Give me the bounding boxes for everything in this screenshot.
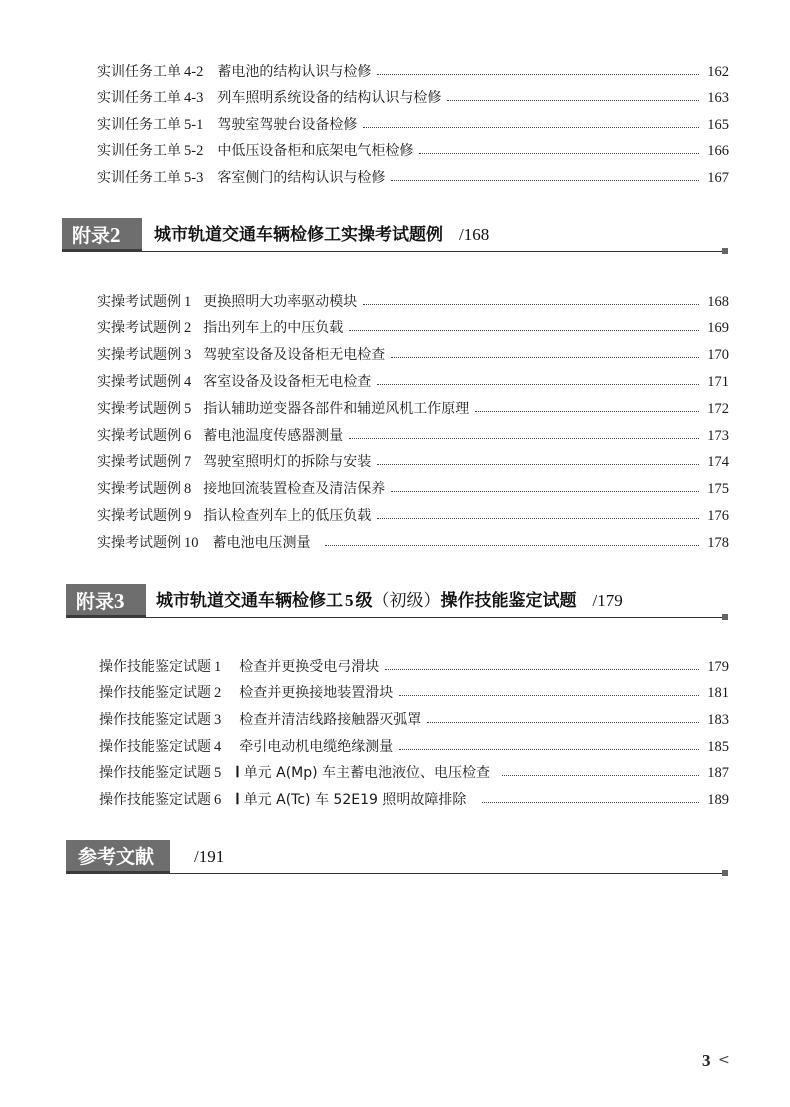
entry-label: 实操考试题例	[97, 508, 181, 524]
entry-title: 驾驶室照明灯的拆除与安装	[203, 454, 372, 470]
entry-label: 操作技能鉴定试题	[99, 765, 211, 781]
appendix-tag: 附录3	[66, 584, 146, 618]
entry-title: 客室设备及设备柜无电检查	[203, 374, 372, 390]
entry-title: 蓄电池温度传感器测量	[203, 428, 344, 444]
entry-title: 单元 A(Mp) 车主蓄电池液位、电压检查	[243, 765, 491, 781]
entry-title: 驾驶室驾驶台设备检修	[217, 117, 358, 133]
entry-page: 176	[707, 508, 729, 524]
entry-title: 单元 A(Tc) 车 52E19 照明故障排除	[243, 792, 467, 808]
entry-label: 实操考试题例	[97, 320, 181, 336]
unit-roman: Ⅰ	[235, 792, 240, 808]
toc-entry[interactable]	[99, 683, 729, 703]
entry-number: 5	[214, 765, 222, 781]
entry-page: 183	[707, 712, 729, 728]
entry-number: 2	[184, 320, 192, 336]
entry-title: 指认检查列车上的低压负载	[203, 508, 372, 524]
toc-entry[interactable]	[97, 345, 729, 365]
entry-title: 蓄电池的结构认识与检修	[217, 64, 372, 80]
entry-number: 1	[184, 294, 192, 310]
appendix-tag: 附录2	[62, 218, 142, 252]
dot-leader	[349, 438, 699, 439]
entry-page: 178	[707, 535, 729, 551]
section-title: 城市轨道交通车辆检修工 5 级（初级）操作技能鉴定试题 /179	[156, 591, 623, 611]
dot-leader	[377, 384, 699, 385]
dot-leader	[427, 722, 699, 723]
unit-roman: Ⅰ	[235, 765, 240, 781]
entry-title: 牵引电动机电缆绝缘测量	[239, 739, 394, 755]
dot-leader	[325, 545, 700, 546]
toc-entry[interactable]	[97, 372, 729, 392]
entry-page: 165	[707, 117, 729, 133]
toc-entry[interactable]	[97, 292, 729, 312]
entry-number: 3	[184, 347, 192, 363]
arrow-left-icon: <	[718, 1052, 730, 1068]
entry-label: 实操考试题例	[97, 294, 181, 310]
entry-title: 驾驶室设备及设备柜无电检查	[203, 347, 386, 363]
dot-leader	[363, 127, 699, 128]
entry-page: 173	[707, 428, 729, 444]
entry-page: 185	[707, 739, 729, 755]
entry-number: 4-3	[184, 90, 204, 106]
entry-number: 7	[184, 454, 192, 470]
section-page: /179	[592, 591, 623, 610]
entry-label: 操作技能鉴定试题	[99, 792, 211, 808]
dot-leader	[399, 749, 699, 750]
section-title: 城市轨道交通车辆检修工实操考试题例 /168	[154, 225, 490, 245]
section-rule	[66, 617, 728, 618]
toc-entry[interactable]	[97, 533, 729, 553]
entry-title: 更换照明大功率驱动模块	[203, 294, 358, 310]
toc-entry[interactable]	[99, 763, 729, 783]
entry-label: 实训任务工单	[97, 90, 181, 106]
toc-entry[interactable]	[97, 479, 729, 499]
entry-label: 操作技能鉴定试题	[99, 659, 211, 675]
dot-leader	[391, 491, 699, 492]
toc-entry[interactable]	[97, 62, 729, 82]
entry-page: 172	[707, 401, 729, 417]
references-header[interactable]	[66, 840, 728, 874]
toc-entry[interactable]	[99, 737, 729, 757]
toc-entry[interactable]	[97, 88, 729, 108]
entry-page: 170	[707, 347, 729, 363]
toc-entry[interactable]	[99, 790, 729, 810]
entry-title: 接地回流装置检查及清洁保养	[203, 481, 386, 497]
dot-leader	[447, 100, 699, 101]
entry-page: 162	[707, 64, 729, 80]
dot-leader	[399, 695, 699, 696]
entry-label: 实训任务工单	[97, 170, 181, 186]
entry-title: 指认辅助逆变器各部件和辅逆风机工作原理	[203, 401, 470, 417]
entry-page: 187	[707, 765, 729, 781]
entry-label: 操作技能鉴定试题	[99, 685, 211, 701]
entry-number: 1	[214, 659, 222, 675]
entry-number: 6	[214, 792, 222, 808]
entry-label: 实操考试题例	[97, 401, 181, 417]
entry-page: 168	[707, 294, 729, 310]
section-page: /168	[459, 225, 490, 244]
entry-label: 操作技能鉴定试题	[99, 712, 211, 728]
toc-entry[interactable]	[97, 141, 729, 161]
toc-entry[interactable]	[97, 452, 729, 472]
entry-label: 实训任务工单	[97, 117, 181, 133]
entry-label: 实操考试题例	[97, 535, 181, 551]
end-marker	[722, 614, 728, 620]
toc-entry[interactable]	[97, 506, 729, 526]
entry-page: 174	[707, 454, 729, 470]
toc-entry[interactable]	[97, 426, 729, 446]
toc-entry[interactable]	[97, 168, 729, 188]
entry-title: 检查并更换受电弓滑块	[239, 659, 380, 675]
references-tag: 参考文献	[66, 840, 170, 874]
section-title	[194, 842, 224, 872]
toc-entry[interactable]	[99, 657, 729, 677]
entry-page: 189	[707, 792, 729, 808]
entry-number: 4	[214, 739, 222, 755]
entry-label: 实训任务工单	[97, 143, 181, 159]
entry-page: 181	[707, 685, 729, 701]
entry-title: 蓄电池电压测量	[212, 535, 311, 551]
dot-leader	[391, 357, 699, 358]
entry-page: 163	[707, 90, 729, 106]
entry-page: 167	[707, 170, 729, 186]
entry-title: 指出列车上的中压负载	[203, 320, 344, 336]
entry-page: 166	[707, 143, 729, 159]
toc-entry[interactable]	[97, 399, 729, 419]
entry-title: 检查并清洁线路接触器灭弧罩	[239, 712, 422, 728]
entry-page: 169	[707, 320, 729, 336]
dot-leader	[363, 304, 699, 305]
entry-label: 实操考试题例	[97, 428, 181, 444]
dot-leader	[391, 180, 699, 181]
toc-entry[interactable]	[97, 115, 729, 135]
entry-label: 实操考试题例	[97, 481, 181, 497]
entry-label: 实操考试题例	[97, 347, 181, 363]
entry-number: 5-1	[184, 117, 204, 133]
entry-page: 179	[707, 659, 729, 675]
entry-label: 实操考试题例	[97, 454, 181, 470]
toc-entry[interactable]	[97, 318, 729, 338]
entry-number: 3	[214, 712, 222, 728]
entry-title: 检查并更换接地装置滑块	[239, 685, 394, 701]
toc-entry[interactable]	[99, 710, 729, 730]
entry-number: 5	[184, 401, 192, 417]
section-rule	[62, 251, 728, 252]
section-page: /191	[194, 847, 225, 866]
dot-leader	[419, 153, 699, 154]
entry-label: 实训任务工单	[97, 64, 181, 80]
dot-leader	[385, 669, 699, 670]
entry-number: 10	[184, 535, 199, 551]
page-number: 3	[702, 1051, 711, 1070]
entry-title: 中低压设备柜和底架电气柜检修	[217, 143, 414, 159]
entry-number: 5-3	[184, 170, 204, 186]
entry-number: 4	[184, 374, 192, 390]
end-marker	[722, 248, 728, 254]
entry-number: 2	[214, 685, 222, 701]
entry-page: 171	[707, 374, 729, 390]
dot-leader	[349, 330, 699, 331]
dot-leader	[475, 411, 699, 412]
entry-page: 175	[707, 481, 729, 497]
entry-number: 4-2	[184, 64, 204, 80]
dot-leader	[377, 464, 699, 465]
entry-number: 9	[184, 508, 192, 524]
entry-number: 6	[184, 428, 192, 444]
dot-leader	[482, 802, 699, 803]
appendix3-header[interactable]	[66, 584, 728, 618]
dot-leader	[377, 74, 699, 75]
entry-number: 5-2	[184, 143, 204, 159]
entry-label: 实操考试题例	[97, 374, 181, 390]
entry-title: 客室侧门的结构认识与检修	[217, 170, 386, 186]
entry-label: 操作技能鉴定试题	[99, 739, 211, 755]
dot-leader	[502, 775, 699, 776]
entry-title: 列车照明系统设备的结构认识与检修	[217, 90, 442, 106]
appendix2-header[interactable]	[62, 218, 728, 252]
end-marker	[722, 870, 728, 876]
dot-leader	[377, 518, 699, 519]
entry-number: 8	[184, 481, 192, 497]
